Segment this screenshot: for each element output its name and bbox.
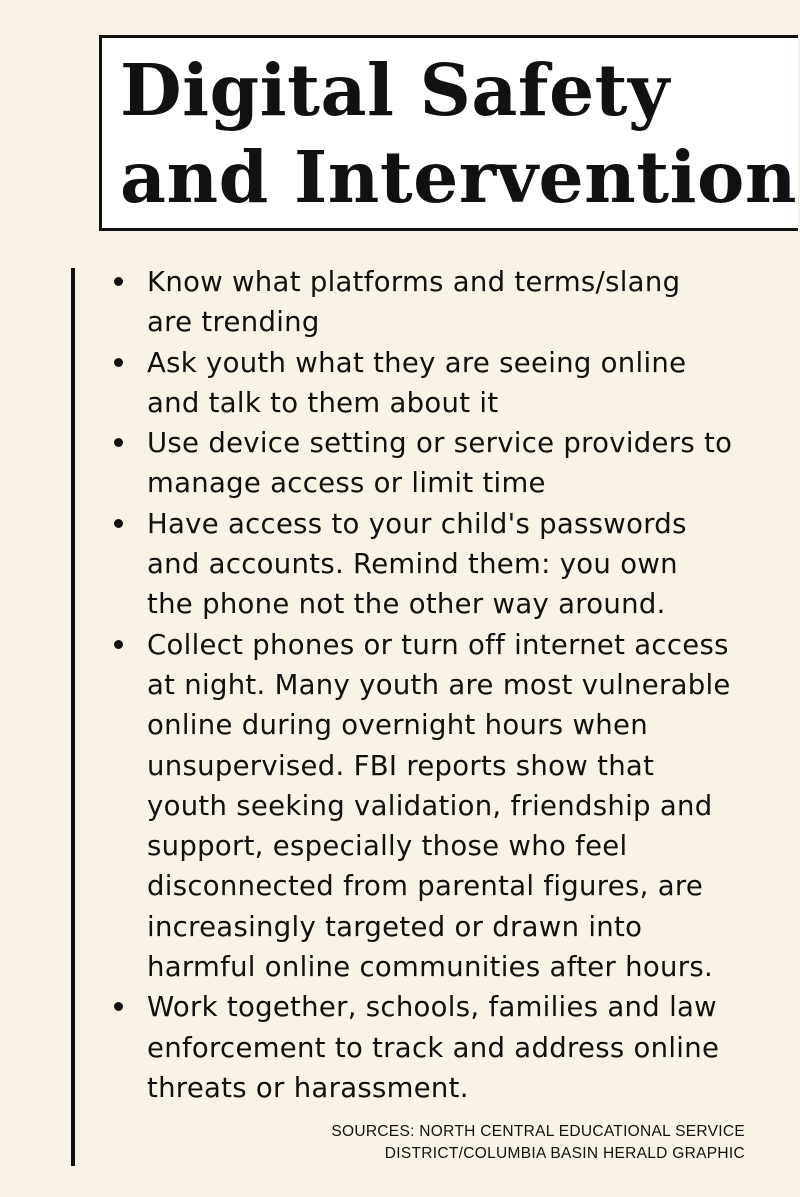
tips-list [110,262,770,1108]
tip-item [110,504,770,625]
sources-credit [331,1121,745,1165]
tip-line: Have access to your child's passwords [147,507,687,540]
tip-line: harmful online communities after hours. [147,951,713,984]
tip-line: the phone not the other way around. [147,588,666,621]
bullet-dot-icon [114,277,123,286]
bullet-dot-icon [114,1002,123,1011]
tip-line: are trending [147,306,320,339]
tip-line: enforcement to track and address online [147,1031,720,1064]
bullet-dot-icon [114,438,123,447]
tip-line: disconnected from parental figures, are [147,870,704,903]
tip-item [110,343,770,424]
tip-line: Collect phones or turn off internet access [147,628,729,661]
tip-line: and accounts. Remind them: you own [147,548,678,581]
tip-line: increasingly targeted or drawn into [147,910,643,943]
bullet-dot-icon [114,519,123,528]
tip-line: Work together, schools, families and law [147,991,717,1024]
tip-line: Use device setting or service providers to [147,427,733,460]
sources-line-2: DISTRICT/COLUMBIA BASIN HERALD GRAPHIC [384,1145,745,1162]
tip-item [110,987,770,1108]
tip-line: online during overnight hours when [147,709,648,742]
tip-line: support, especially those who feel [147,830,628,863]
tip-item [110,262,770,343]
tip-line: manage access or limit time [147,467,546,500]
tip-line: at night. Many youth are most vulnerable [147,668,731,701]
title-box [99,35,798,231]
tip-line: threats or harassment. [147,1071,469,1104]
tip-line: unsupervised. FBI reports show that [147,749,655,782]
title-line-2: and Intervention [120,135,797,219]
tip-line: and talk to them about it [147,386,499,419]
tip-line: Know what platforms and terms/slang [147,266,681,298]
tip-line: Ask youth what they are seeing online [147,346,687,379]
tip-line: youth seeking validation, friendship and [147,789,713,822]
vertical-rule [71,268,75,1166]
bullet-dot-icon [114,358,123,367]
tip-item [110,625,770,988]
title-line-1: Digital Safety [120,48,670,132]
bullet-dot-icon [114,640,123,649]
tip-item [110,423,770,504]
sources-line-1: SOURCES: NORTH CENTRAL EDUCATIONAL SERVICE [331,1123,745,1140]
